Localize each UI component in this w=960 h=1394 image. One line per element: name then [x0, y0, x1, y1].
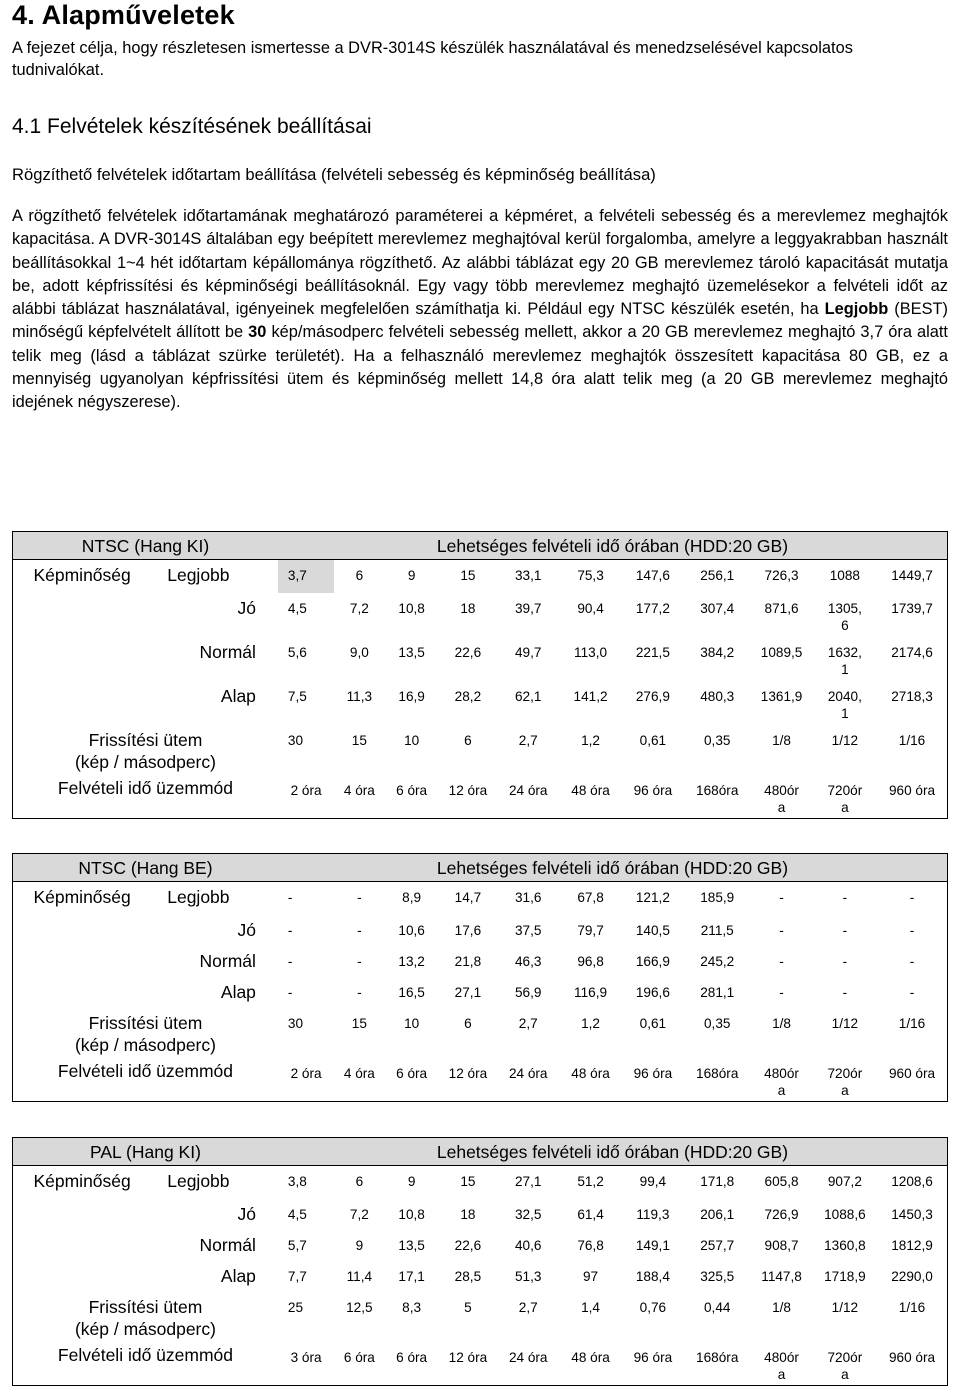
- table-cell: 46,3: [514, 953, 542, 969]
- frame-rate-value: 1/16: [877, 1008, 947, 1058]
- frame-rate-label-line1: Frissítési ütem: [88, 729, 203, 750]
- recording-mode-value: 480ór a: [750, 1342, 812, 1386]
- recording-mode-value: 4 óra: [334, 1058, 384, 1102]
- frame-rate-value: 1/12: [831, 732, 859, 748]
- table-cell: 211,5: [700, 922, 734, 938]
- frame-rate-value: 1/8: [772, 1299, 791, 1315]
- table-cell: 1089,5: [760, 644, 803, 660]
- table-cell: -: [287, 922, 293, 938]
- recording-mode-value: 6 óra: [334, 1342, 384, 1386]
- recording-mode-value: 4 óra: [334, 775, 384, 819]
- table-cell: 1088,6: [824, 1206, 866, 1222]
- table-cell: 9: [407, 1174, 416, 1189]
- frame-rate-label: [13, 1008, 278, 1058]
- frame-rate-value: 1/8: [772, 1015, 791, 1031]
- frame-rate-label-line1: Frissítési ütem: [88, 1012, 203, 1033]
- table-cell: 1361,9: [760, 688, 803, 704]
- quality-level: Alap: [220, 981, 256, 1002]
- table-cell: 15: [460, 568, 476, 583]
- document-page: [0, 0, 960, 415]
- recording-mode-value: 48 óra: [559, 775, 621, 819]
- subsection-title: Rögzíthető felvételek időtartam beállítása (felvételi sebesség és képminőség beállítása): [12, 165, 656, 184]
- recording-mode-value: 24 óra: [497, 1342, 559, 1386]
- recording-mode-value: 720ór a: [813, 1342, 877, 1386]
- frame-rate-label-line2: (kép / másodperc): [74, 751, 216, 772]
- table-header-right: Lehetséges felvételi idő órában (HDD:20 GB): [278, 854, 948, 882]
- table-cell: 1450,3: [877, 1199, 947, 1230]
- table-cell: -: [357, 953, 362, 969]
- table-cell: -: [842, 890, 848, 905]
- recording-table: [12, 853, 948, 1102]
- table-cell: 28,2: [454, 688, 482, 704]
- table-cell: 10,6: [398, 922, 425, 938]
- section-title: 4.1 Felvételek készítésének beállításai: [12, 115, 372, 138]
- table-cell: 28,5: [454, 1268, 482, 1284]
- recording-mode-value: 12 óra: [439, 1058, 497, 1102]
- table-cell: 31,6: [514, 890, 542, 905]
- table-cell: 1088: [829, 568, 860, 583]
- quality-level: Jó: [237, 1203, 256, 1224]
- frame-rate-value: 8,3: [402, 1299, 422, 1315]
- table-cell: 39,7: [514, 600, 542, 616]
- table-cell: -: [357, 890, 362, 905]
- quality-label: Képminőség: [13, 882, 152, 915]
- table-cell: 177,2: [635, 600, 670, 616]
- table-cell: 113,0: [574, 644, 608, 660]
- table-cell: 9,0: [349, 644, 369, 660]
- recording-mode-value: 480ór a: [750, 1058, 812, 1102]
- table-cell: 188,4: [635, 1268, 670, 1284]
- recording-mode-value: 24 óra: [497, 775, 559, 819]
- table-cell: 14,7: [454, 890, 482, 905]
- recording-mode-label: Felvételi idő üzemmód: [13, 775, 278, 819]
- quality-label: Képminőség: [13, 560, 152, 593]
- table-cell: 141,2: [573, 688, 608, 704]
- table-cell: 307,4: [700, 600, 735, 616]
- frame-rate-label: [13, 1292, 278, 1342]
- table-cell: 16,9: [398, 688, 425, 704]
- quality-level: Alap: [220, 685, 256, 706]
- table-cell: -: [842, 953, 848, 969]
- table-cell: 256,1: [700, 568, 735, 583]
- table-cell: 75,3: [577, 568, 604, 583]
- frame-rate-value: 1/12: [831, 1015, 859, 1031]
- frame-rate-value: 6: [464, 1015, 472, 1031]
- frame-rate-value: 10: [404, 1015, 420, 1031]
- recording-mode-value: 6 óra: [384, 775, 438, 819]
- quality-level: Legjobb: [167, 565, 230, 585]
- table-cell: 140,5: [635, 922, 670, 938]
- table-cell: 97: [582, 1268, 599, 1284]
- table-cell: 7,7: [287, 1268, 307, 1284]
- table-title: NTSC (Hang BE): [13, 854, 278, 882]
- table-cell: 90,4: [577, 600, 604, 616]
- table-cell: 2174,6: [877, 637, 947, 681]
- table-cell: 18: [460, 600, 476, 616]
- table-cell: 37,5: [514, 922, 542, 938]
- table-cell: 1718,9: [824, 1268, 866, 1284]
- table-cell: 76,8: [577, 1237, 604, 1253]
- table-cell: 3,8: [287, 1174, 307, 1189]
- quality-level: Jó: [237, 919, 256, 940]
- recording-mode-value: 12 óra: [439, 1342, 497, 1386]
- quality-label-blank: [13, 977, 152, 1008]
- table-cell: 9: [355, 1237, 364, 1253]
- table-cell: 99,4: [639, 1174, 667, 1189]
- table-cell: 10,8: [398, 600, 425, 616]
- frame-rate-value: 15: [351, 1015, 367, 1031]
- table-cell: 21,8: [454, 953, 482, 969]
- quality-label-blank: [13, 1261, 152, 1292]
- recording-mode-value: 96 óra: [622, 1342, 684, 1386]
- quality-level: Legjobb: [167, 1171, 230, 1191]
- frame-rate-value: 30: [287, 1015, 304, 1031]
- table-cell: 871,6: [764, 600, 799, 616]
- table-cell: 1632, 1: [827, 644, 862, 677]
- table-cell: -: [779, 922, 784, 938]
- table-cell: 18: [460, 1206, 476, 1222]
- quality-level: Normál: [199, 641, 256, 662]
- recording-mode-value: 168óra: [684, 775, 750, 819]
- quality-level: Legjobb: [167, 887, 230, 907]
- quality-label-blank: [13, 593, 152, 637]
- table-cell: 17,1: [398, 1268, 425, 1284]
- table-cell: 1208,6: [877, 1166, 947, 1199]
- recording-mode-value: 3 óra: [278, 1342, 334, 1386]
- table-cell: 49,7: [514, 644, 542, 660]
- table-cell: 276,9: [635, 688, 670, 704]
- frame-rate-value: 0,61: [639, 732, 667, 748]
- recording-mode-value: 960 óra: [877, 775, 947, 819]
- recording-mode-value: 96 óra: [622, 1058, 684, 1102]
- frame-rate-value: 0,35: [703, 1015, 731, 1031]
- quality-level: Alap: [220, 1265, 256, 1286]
- table-cell: 32,5: [514, 1206, 542, 1222]
- table-cell: 1360,8: [824, 1237, 866, 1253]
- table-cell: 16,5: [398, 984, 425, 1000]
- table-cell: 166,9: [635, 953, 670, 969]
- table-cell: 11,3: [346, 688, 373, 704]
- table-cell: 2040, 1: [827, 688, 862, 721]
- table-cell: 121,2: [635, 890, 670, 905]
- recording-mode-value: 6 óra: [384, 1342, 438, 1386]
- paragraph-text-1: A rögzíthető felvételek időtartamának meghatározó paraméterei a képméret, a felvételi sebesség és a merevlemez meghajtók kapacitása. A DVR-3014S általában egy beépített merevlemez meghajtóval kerül forgalomba, amelyre a leggyakrabban használt beállításokkal 1~4 hét időtartam képállománya rögzíthető. Az alábbi táblázat egy 20 GB merevlemez tároló kapacitását mutatja be, adott képfrissítési és képminőségi beállításoknál. Egy vagy több merevlemez meghajtó üzemelésekor a felvételi időt az alábbi táblázat használatával, igényeinek megfelelően számíthatja ki. Például egy NTSC készülék esetén, ha: [12, 207, 948, 319]
- paragraph-bold-2: 30: [248, 323, 267, 342]
- recording-mode-value: 48 óra: [559, 1342, 621, 1386]
- table-cell: 221,5: [635, 644, 670, 660]
- frame-rate-value: 5: [464, 1299, 472, 1315]
- recording-mode-value: 2 óra: [278, 1058, 334, 1102]
- table-cell: 51,2: [577, 1174, 604, 1189]
- frame-rate-value: 1,2: [581, 732, 600, 748]
- table-cell: 9: [407, 568, 416, 583]
- frame-rate-value: 1/16: [877, 725, 947, 775]
- table-cell: 40,6: [514, 1237, 542, 1253]
- table-cell: 51,3: [514, 1268, 542, 1284]
- paragraph-bold-1: Legjobb: [824, 300, 889, 319]
- recording-mode-label: Felvételi idő üzemmód: [13, 1058, 278, 1102]
- table-cell: 11,4: [346, 1268, 373, 1284]
- table-header-right: Lehetséges felvételi idő órában (HDD:20 GB): [278, 1138, 948, 1166]
- frame-rate-value: 0,35: [703, 732, 731, 748]
- frame-rate-value: 1/8: [772, 732, 791, 748]
- table-cell: 5,7: [287, 1237, 307, 1253]
- frame-rate-value: 6: [464, 732, 472, 748]
- table-cell: 22,6: [454, 1237, 482, 1253]
- frame-rate-value: 25: [287, 1299, 304, 1315]
- table-title: NTSC (Hang KI): [13, 532, 278, 560]
- table-cell: -: [877, 882, 947, 915]
- table-cell: 67,8: [577, 890, 604, 905]
- table-cell: -: [842, 984, 848, 1000]
- table-cell: 149,1: [635, 1237, 670, 1253]
- body-paragraph: [12, 205, 948, 415]
- table-cell: -: [842, 922, 848, 938]
- recording-mode-value: 48 óra: [559, 1058, 621, 1102]
- recording-mode-value: 168óra: [684, 1342, 750, 1386]
- table-cell: 6: [355, 1174, 364, 1189]
- table-cell: 15: [460, 1174, 476, 1189]
- quality-level: Jó: [237, 597, 256, 618]
- recording-table: [12, 531, 948, 819]
- recording-mode-value: 960 óra: [877, 1342, 947, 1386]
- frame-rate-label-line2: (kép / másodperc): [74, 1034, 216, 1055]
- table-cell: 62,1: [514, 688, 542, 704]
- quality-label-blank: [13, 637, 152, 681]
- table-cell: 17,6: [454, 922, 482, 938]
- frame-rate-value: 0,61: [639, 1015, 667, 1031]
- frame-rate-value: 1,2: [581, 1015, 600, 1031]
- quality-label-blank: [13, 1230, 152, 1261]
- table-cell: 4,5: [287, 1206, 307, 1222]
- frame-rate-value: 1,4: [581, 1299, 600, 1315]
- table-cell: 119,3: [636, 1206, 670, 1222]
- table-cell: -: [287, 890, 293, 905]
- table-cell: 56,9: [514, 984, 542, 1000]
- table-cell: 726,3: [764, 568, 799, 583]
- table-cell: 13,5: [398, 1237, 425, 1253]
- table-cell: 61,4: [577, 1206, 604, 1222]
- recording-mode-label: Felvételi idő üzemmód: [13, 1342, 278, 1386]
- table-cell: 4,5: [287, 600, 307, 616]
- table-cell: 281,1: [700, 984, 735, 1000]
- recording-mode-value: 2 óra: [278, 775, 334, 819]
- quality-level: Normál: [199, 950, 256, 971]
- recording-mode-value: 720ór a: [813, 775, 877, 819]
- frame-rate-value: 0,44: [703, 1299, 731, 1315]
- table-cell: 196,6: [635, 984, 670, 1000]
- frame-rate-label-line2: (kép / másodperc): [74, 1318, 216, 1339]
- recording-table: [12, 1137, 948, 1386]
- table-cell: 907,2: [827, 1174, 862, 1189]
- table-cell: 13,5: [398, 644, 425, 660]
- table-cell: -: [877, 915, 947, 946]
- table-cell: 1305, 6: [827, 600, 862, 633]
- frame-rate-value: 2,7: [518, 732, 538, 748]
- table-cell: 257,7: [700, 1237, 735, 1253]
- table-cell: -: [287, 984, 293, 1000]
- paragraph-text-2: (BEST) minőségű képfelvételt állított be: [12, 300, 948, 342]
- table-cell: 7,2: [349, 1206, 369, 1222]
- table-cell: -: [779, 953, 784, 969]
- table-cell: 27,1: [454, 984, 482, 1000]
- quality-label-blank: [13, 1199, 152, 1230]
- frame-rate-value: 12,5: [346, 1299, 373, 1315]
- frame-rate-value: 10: [404, 732, 420, 748]
- frame-rate-value: 1/12: [831, 1299, 859, 1315]
- table-cell: 13,2: [398, 953, 425, 969]
- table-cell: 27,1: [514, 1174, 542, 1189]
- recording-mode-value: 24 óra: [497, 1058, 559, 1102]
- table-cell: 5,6: [287, 644, 307, 660]
- recording-mode-value: 168óra: [684, 1058, 750, 1102]
- recording-mode-value: 96 óra: [622, 775, 684, 819]
- table-cell: 726,9: [764, 1206, 799, 1222]
- table-cell: 33,1: [514, 568, 542, 583]
- table-cell: -: [877, 946, 947, 977]
- table-cell: -: [779, 890, 784, 905]
- frame-rate-value: 30: [287, 732, 304, 748]
- table-cell: -: [779, 984, 784, 1000]
- table-cell: 10,8: [398, 1206, 425, 1222]
- table-cell: 171,8: [700, 1174, 735, 1189]
- table-cell: 480,3: [700, 688, 735, 704]
- quality-label-blank: [13, 681, 152, 725]
- quality-label-blank: [13, 915, 152, 946]
- table-cell: 3,7: [278, 560, 334, 593]
- frame-rate-label: [13, 725, 278, 775]
- recording-mode-value: 720ór a: [813, 1058, 877, 1102]
- table-cell: -: [287, 953, 293, 969]
- table-header-right: Lehetséges felvételi idő órában (HDD:20 GB): [278, 532, 948, 560]
- chapter-heading: 4. Alapműveletek: [12, 0, 235, 30]
- table-cell: 8,9: [402, 890, 422, 905]
- table-cell: 2290,0: [877, 1261, 947, 1292]
- table-cell: 1739,7: [877, 593, 947, 637]
- table-cell: 96,8: [577, 953, 604, 969]
- table-cell: 185,9: [700, 890, 735, 905]
- table-cell: 1449,7: [877, 560, 947, 593]
- table-cell: 325,5: [700, 1268, 735, 1284]
- paragraph-text-3: kép/másodperc felvételi sebesség mellett, akkor a 20 GB merevlemez meghajtó 3,7 óra alatt telik meg (lásd a táblázat szürke területét). Ha a felhasználó merevlemez meghajtók összesített kapacitása 80 GB, ez a mennyiség ugyanolyan képfrissítési ütem és képminőség mellett 14,8 óra alatt telik meg (a 20 GB merevlemez meghajtó idejének négyszerese).: [12, 323, 948, 412]
- recording-mode-value: 12 óra: [439, 775, 497, 819]
- table-cell: -: [877, 977, 947, 1008]
- table-cell: 908,7: [764, 1237, 799, 1253]
- table-cell: 1147,8: [761, 1268, 802, 1284]
- table-cell: 147,6: [635, 568, 670, 583]
- table-cell: 605,8: [764, 1174, 799, 1189]
- recording-mode-value: 480ór a: [750, 775, 812, 819]
- table-cell: 384,2: [700, 644, 735, 660]
- table-cell: 22,6: [454, 644, 482, 660]
- table-title: PAL (Hang KI): [13, 1138, 278, 1166]
- recording-mode-value: 960 óra: [877, 1058, 947, 1102]
- quality-label-blank: [13, 946, 152, 977]
- frame-rate-value: 15: [351, 732, 367, 748]
- frame-rate-value: 2,7: [518, 1015, 538, 1031]
- table-cell: 1812,9: [877, 1230, 947, 1261]
- chapter-intro: A fejezet célja, hogy részletesen ismertesse a DVR-3014S készülék használatával és menedzselésével kapcsolatos tudnivalókat.: [12, 39, 853, 79]
- table-cell: -: [357, 922, 362, 938]
- table-cell: 206,1: [700, 1206, 735, 1222]
- quality-label: Képminőség: [13, 1166, 152, 1199]
- table-cell: 6: [355, 568, 364, 583]
- frame-rate-value: 1/16: [877, 1292, 947, 1342]
- frame-rate-label-line1: Frissítési ütem: [88, 1296, 203, 1317]
- table-cell: 116,9: [574, 984, 608, 1000]
- recording-mode-value: 6 óra: [384, 1058, 438, 1102]
- quality-level: Normál: [199, 1234, 256, 1255]
- table-cell: -: [357, 984, 362, 1000]
- table-cell: 79,7: [577, 922, 604, 938]
- frame-rate-value: 0,76: [639, 1299, 667, 1315]
- table-cell: 7,2: [349, 600, 369, 616]
- table-cell: 245,2: [700, 953, 735, 969]
- table-cell: 7,5: [287, 688, 307, 704]
- table-cell: 2718,3: [877, 681, 947, 725]
- frame-rate-value: 2,7: [518, 1299, 538, 1315]
